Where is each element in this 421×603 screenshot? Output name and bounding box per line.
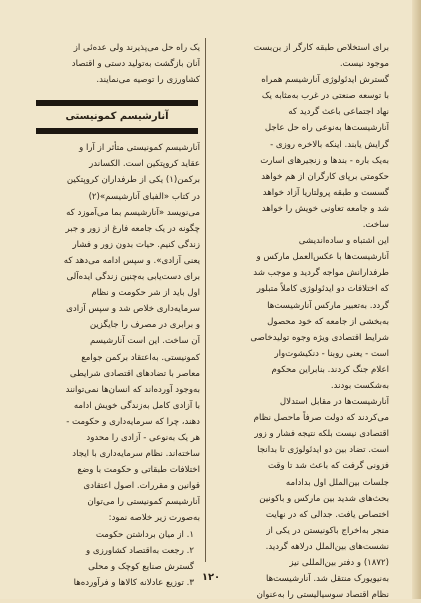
right-column-line: گسست و طبقه پرولتاریا آزاد خواهد bbox=[262, 187, 389, 198]
column-divider bbox=[205, 38, 206, 562]
left-intro-paragraph bbox=[34, 40, 200, 88]
left-intro-line: یک راه حل می‌پذیرند ولی عده‌ئی از bbox=[73, 43, 200, 53]
left-body-line: در کتاب «الفبای آنارشیسم»(۲) bbox=[88, 191, 200, 202]
right-column-line: موجود نیست. bbox=[339, 59, 389, 70]
right-column-line: گسترش ایدئولوژی آنارشیسم همراه bbox=[261, 75, 389, 86]
left-text-column bbox=[34, 40, 200, 591]
list-item-line: ۲. رجعت به‌اقتصاد کشاورزی و bbox=[85, 545, 194, 556]
left-body-line: و برابری در مصرف را جایگزین bbox=[89, 320, 200, 331]
right-column-line: به‌یک باره - بندها و زنجیرهای اسارت bbox=[260, 155, 389, 166]
left-body-line: یعنی آزادی». و سپس ادامه می‌دهد که bbox=[63, 255, 200, 266]
right-column-line: آنارشیست‌ها با عکس‌العمل مارکس و bbox=[256, 252, 389, 263]
numbered-list bbox=[34, 527, 200, 591]
right-column-line: نظام اقتصاد سوسیالیستی را به‌عنوان bbox=[256, 590, 389, 601]
left-intro-line: آنان بازگشت به‌تولید دستی و اقتصاد bbox=[71, 59, 200, 70]
right-column-line: نشست‌های بین‌الملل درلاهه گردید. bbox=[265, 541, 389, 552]
list-item-line: ۱. از میان برداشتن حکومت bbox=[95, 529, 194, 540]
right-column-line: است - یعنی روبنا - دنکیشوت‌وار bbox=[274, 348, 389, 359]
left-body-line: برای دست‌یابی به‌چنین زندگی ایده‌آلی bbox=[66, 272, 200, 283]
left-body-line: ساخته‌اند. نظام سرمایه‌داری با ایجاد bbox=[72, 449, 200, 460]
right-column-line: اختصاص یافت. جدالی که در نهایت bbox=[265, 509, 389, 520]
right-column-line: این اشتباه و ساده‌اندیشی bbox=[298, 236, 389, 247]
section-heading: آنارشیسم کمونیستی bbox=[65, 111, 169, 123]
right-column-line: حکومتی برپای کارگران از هم خواهد bbox=[261, 171, 389, 182]
right-column-line: شرایط اقتصادی ویژه وجوه تولیدخاصی bbox=[250, 332, 389, 343]
right-column-line: برای استخلاص طبقه کارگر از بن‌بست bbox=[253, 43, 389, 53]
left-body-line: زندگی کنیم. حیات بدون زور و فشار bbox=[72, 239, 200, 250]
right-column-line: فزونی گرفت که باعث شد تا وقت bbox=[267, 461, 389, 472]
left-body-line: با آزادی کامل به‌زندگی خویش ادامه bbox=[73, 400, 200, 411]
right-column-line: آنارشیست‌ها به‌نوعی راه حل عاجل bbox=[264, 123, 389, 134]
left-body-line: آن ساخت. این است آنارشیسم bbox=[89, 336, 200, 347]
right-column-line: (۱۸۷۲) و دفتر بین‌المللی نیز bbox=[289, 558, 389, 568]
heading-rule-bottom bbox=[36, 128, 198, 134]
left-body-line: می‌نویسد «آنارشیسم بما می‌آموزد که bbox=[66, 207, 200, 218]
right-column-line: طرفدارانش مواجه گردید و موجب شد bbox=[253, 268, 389, 279]
left-body-line: اختلافات طبقاتی و حکومت با وضع bbox=[77, 465, 200, 476]
right-column-line: که اختلافات دو ایدئولوژی کاملاً متبلور bbox=[256, 284, 389, 295]
right-column-line: با توسعه صنعتی در غرب به‌مثابه یک bbox=[261, 91, 389, 102]
right-column-line: ساخت. bbox=[362, 220, 389, 231]
list-item-line: ۳. توزیع عادلانه کالاها و فرآورده‌ها bbox=[73, 577, 194, 588]
left-body-line: آنارشیسم کمونیستی متأثر از آرا و bbox=[79, 143, 200, 154]
right-column-line: آنارشیست‌ها در مقابل استدلال bbox=[279, 397, 389, 408]
left-body-line: برکمن(۱) یکی از طرفداران کروپتکین bbox=[66, 175, 200, 186]
left-body-line: قوانین و مقررات. اصول اعتقادی bbox=[83, 481, 200, 492]
right-column-line: گردد. به‌تعبیر مارکس آنارشیست‌ها bbox=[267, 300, 389, 311]
right-column-line: است. تضاد بین دو ایدئولوژی تا بدانجا bbox=[257, 445, 389, 456]
right-column-line: اقتصادی نیست بلکه نتیجه فشار و زور bbox=[254, 429, 389, 440]
right-column-line: جلسات بین‌الملل اول بدادامه bbox=[285, 477, 389, 488]
left-body-line: معاصر با تضادهای اقتصادی شرایطی bbox=[69, 368, 200, 379]
right-column-line: اعلام جنگ کردند. بنابراین محکوم bbox=[271, 364, 389, 375]
left-body-line: سرمایه‌داری خلاص شد و سپس آزادی bbox=[66, 304, 200, 315]
left-body-line: کمونیستی. به‌اعتقاد برکمن جوامع bbox=[81, 352, 200, 363]
list-item-line: گسترش صنایع کوچک و محلی bbox=[88, 561, 194, 572]
right-column-line: به‌نیویورک منتقل شد. آنارشیست‌ها bbox=[266, 574, 389, 585]
left-body-line: به‌وجود آورده‌اند که انسان‌ها نمی‌توانند bbox=[65, 384, 200, 395]
page-binding-edge bbox=[412, 0, 421, 599]
left-body-line: عقاید کروپتکین است. الکساندر bbox=[89, 159, 200, 170]
right-column-line: بحث‌های شدید بین مارکس و باکونین bbox=[259, 493, 389, 504]
right-column-line: می‌کردند که دولت صرفاً ماحصل نظام bbox=[253, 413, 389, 424]
right-column-line: شد و جامعه تعاونی خویش را خواهد bbox=[261, 203, 389, 214]
left-body-line: اول باید از شر حکومت و نظام bbox=[91, 288, 200, 299]
left-body-paragraph bbox=[34, 140, 200, 526]
right-column-line: به‌شکست بودند. bbox=[330, 380, 389, 391]
right-column-line: به‌بخشی از جامعه که خود محصول bbox=[267, 316, 389, 327]
left-body-line: هر یک به‌نوعی - آزادی را محدود bbox=[86, 432, 200, 443]
left-body-line: آنارشیسم کمونیستی را می‌توان bbox=[87, 497, 200, 508]
left-body-line: چگونه در یک جامعه فارغ از زور و جبر bbox=[65, 223, 200, 234]
left-body-line: دهند، چرا که سرمایه‌داری و حکومت - bbox=[66, 416, 200, 427]
right-text-column bbox=[211, 40, 389, 603]
section-heading-block bbox=[34, 100, 200, 134]
right-column-line: منجر به‌اخراج باکونیستن در یکی از bbox=[266, 525, 389, 536]
right-column-line: گرایش یابند. اینکه بالاخره روزی - bbox=[270, 139, 389, 150]
left-body-line: به‌صورت زیر خلاصه نمود: bbox=[108, 513, 200, 524]
left-intro-line: کشاورزی را توصیه می‌نمایند. bbox=[96, 75, 200, 86]
page-number: ۱۲۰ bbox=[201, 572, 221, 583]
right-column-line: نهاد اجتماعی باعث گردید که bbox=[288, 107, 389, 118]
